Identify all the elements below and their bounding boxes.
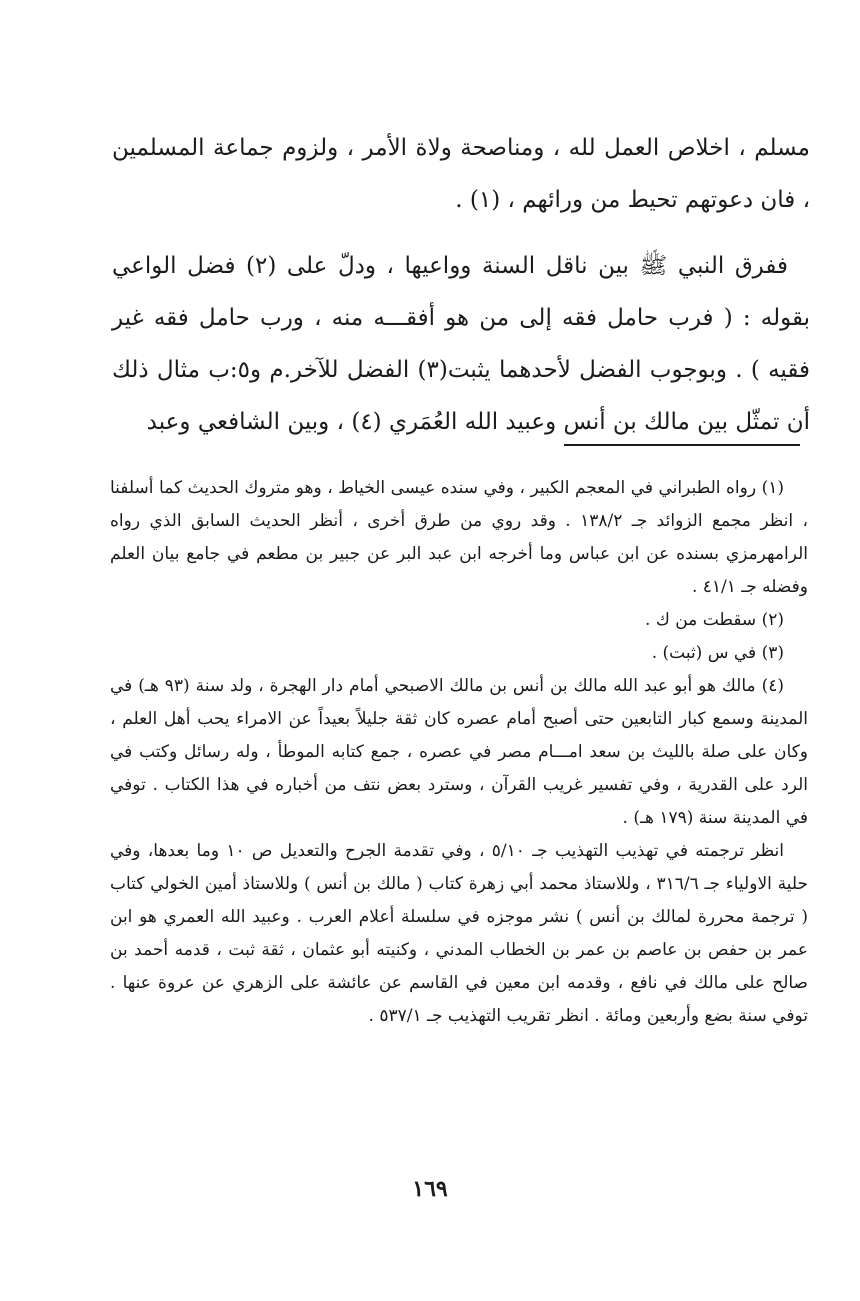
footnote-3: (٣) في س (ثبت) . <box>651 643 784 663</box>
footnote-separator <box>564 444 800 446</box>
page-number: ١٦٩ <box>412 1176 448 1202</box>
main-paragraph-1: مسلم ، اخلاص العمل لله ، ومناصحة ولاة الأمر ، ولزوم جماعة المسلمين ، فان دعوتهم تحيط من ورائهم ، (١) . <box>112 135 810 213</box>
footnote-4-continuation: انظر ترجمته في تهذيب التهذيب جـ ٥/١٠ ، وفي تقدمة الجرح والتعديل ص ١٠ وما بعدها، وفي حلية الاولياء جـ ٣١٦/٦ ، وللاستاذ محمد أبي زهرة كتاب ( مالك بن أنس ) وللاستاذ أمين الخولي كتاب ( ترجمة محررة لمالك بن أنس ) نشر موجزه في سلسلة أعلام العرب . وعبيد الله العمري هو ابن عمر بن حفص بن عاصم بن عمر بن الخطاب المدني ، وكنيته أبو عثمان ، ثقة ثبت ، قدمه أحمد بن صالح على مالك في نافع ، وقدمه ابن معين في القاسم عن عائشة على الزهري عن عروة عنها . توفي سنة بضع وأربعين ومائة . انظر تقريب التهذيب جـ ٥٣٧/١ . <box>110 841 808 1026</box>
footnote-2: (٢) سقطت من ك . <box>645 610 784 630</box>
footnote-1: (١) رواه الطبراني في المعجم الكبير ، وفي سنده عيسى الخياط ، وهو متروك الحديث كما أسلفنا ، انظر مجمع الزوائد جـ ١٣٨/٢ . وقد روي من طرق أخرى ، أنظر الحديث السابق الذي رواه الرامهرمزي بسنده عن ابن عباس وما أخرجه ابن عبد البر عن جبير بن مطعم في جامع بيان العلم وفضله جـ ٤١/١ . <box>110 478 808 597</box>
footnote-4: (٤) مالك هو أبو عبد الله مالك بن أنس بن مالك الاصبحي أمام دار الهجرة ، ولد سنة (٩٣ هـ) في المدينة وسمع كبار التابعين حتى أصبح أمام عصره كان ثقة جليلاً بعيداً عن الامراء يحب أهل العلم ، وكان على صلة بالليث بن سعد امـــام مصر في عصره ، جمع كتابه الموطأ ، وله رسائل وكتب في الرد على القدرية ، وفي تفسير غريب القرآن ، وسترد بعض نتف من أخباره في هذا الكتاب . توفي في المدينة سنة (١٧٩ هـ) . <box>110 676 808 828</box>
main-text <box>112 122 810 448</box>
footnotes <box>110 472 808 1033</box>
main-paragraph-2: ففرق النبي ﷺ بين ناقل السنة وواعيها ، ودلّ على (٢) فضل الواعي بقوله : ( فرب حامل فقه إلى من هو أفقـــه منه ، ورب حامل فقه غير فقيه ) . وبوجوب الفضل لأحدهما يثبت(٣) الفضل للآخر.م و٥:ب مثال ذلك أن تمثّل بين مالك بن أنس وعبيد الله العُمَري (٤) ، وبين الشافعي وعبد <box>112 253 810 435</box>
